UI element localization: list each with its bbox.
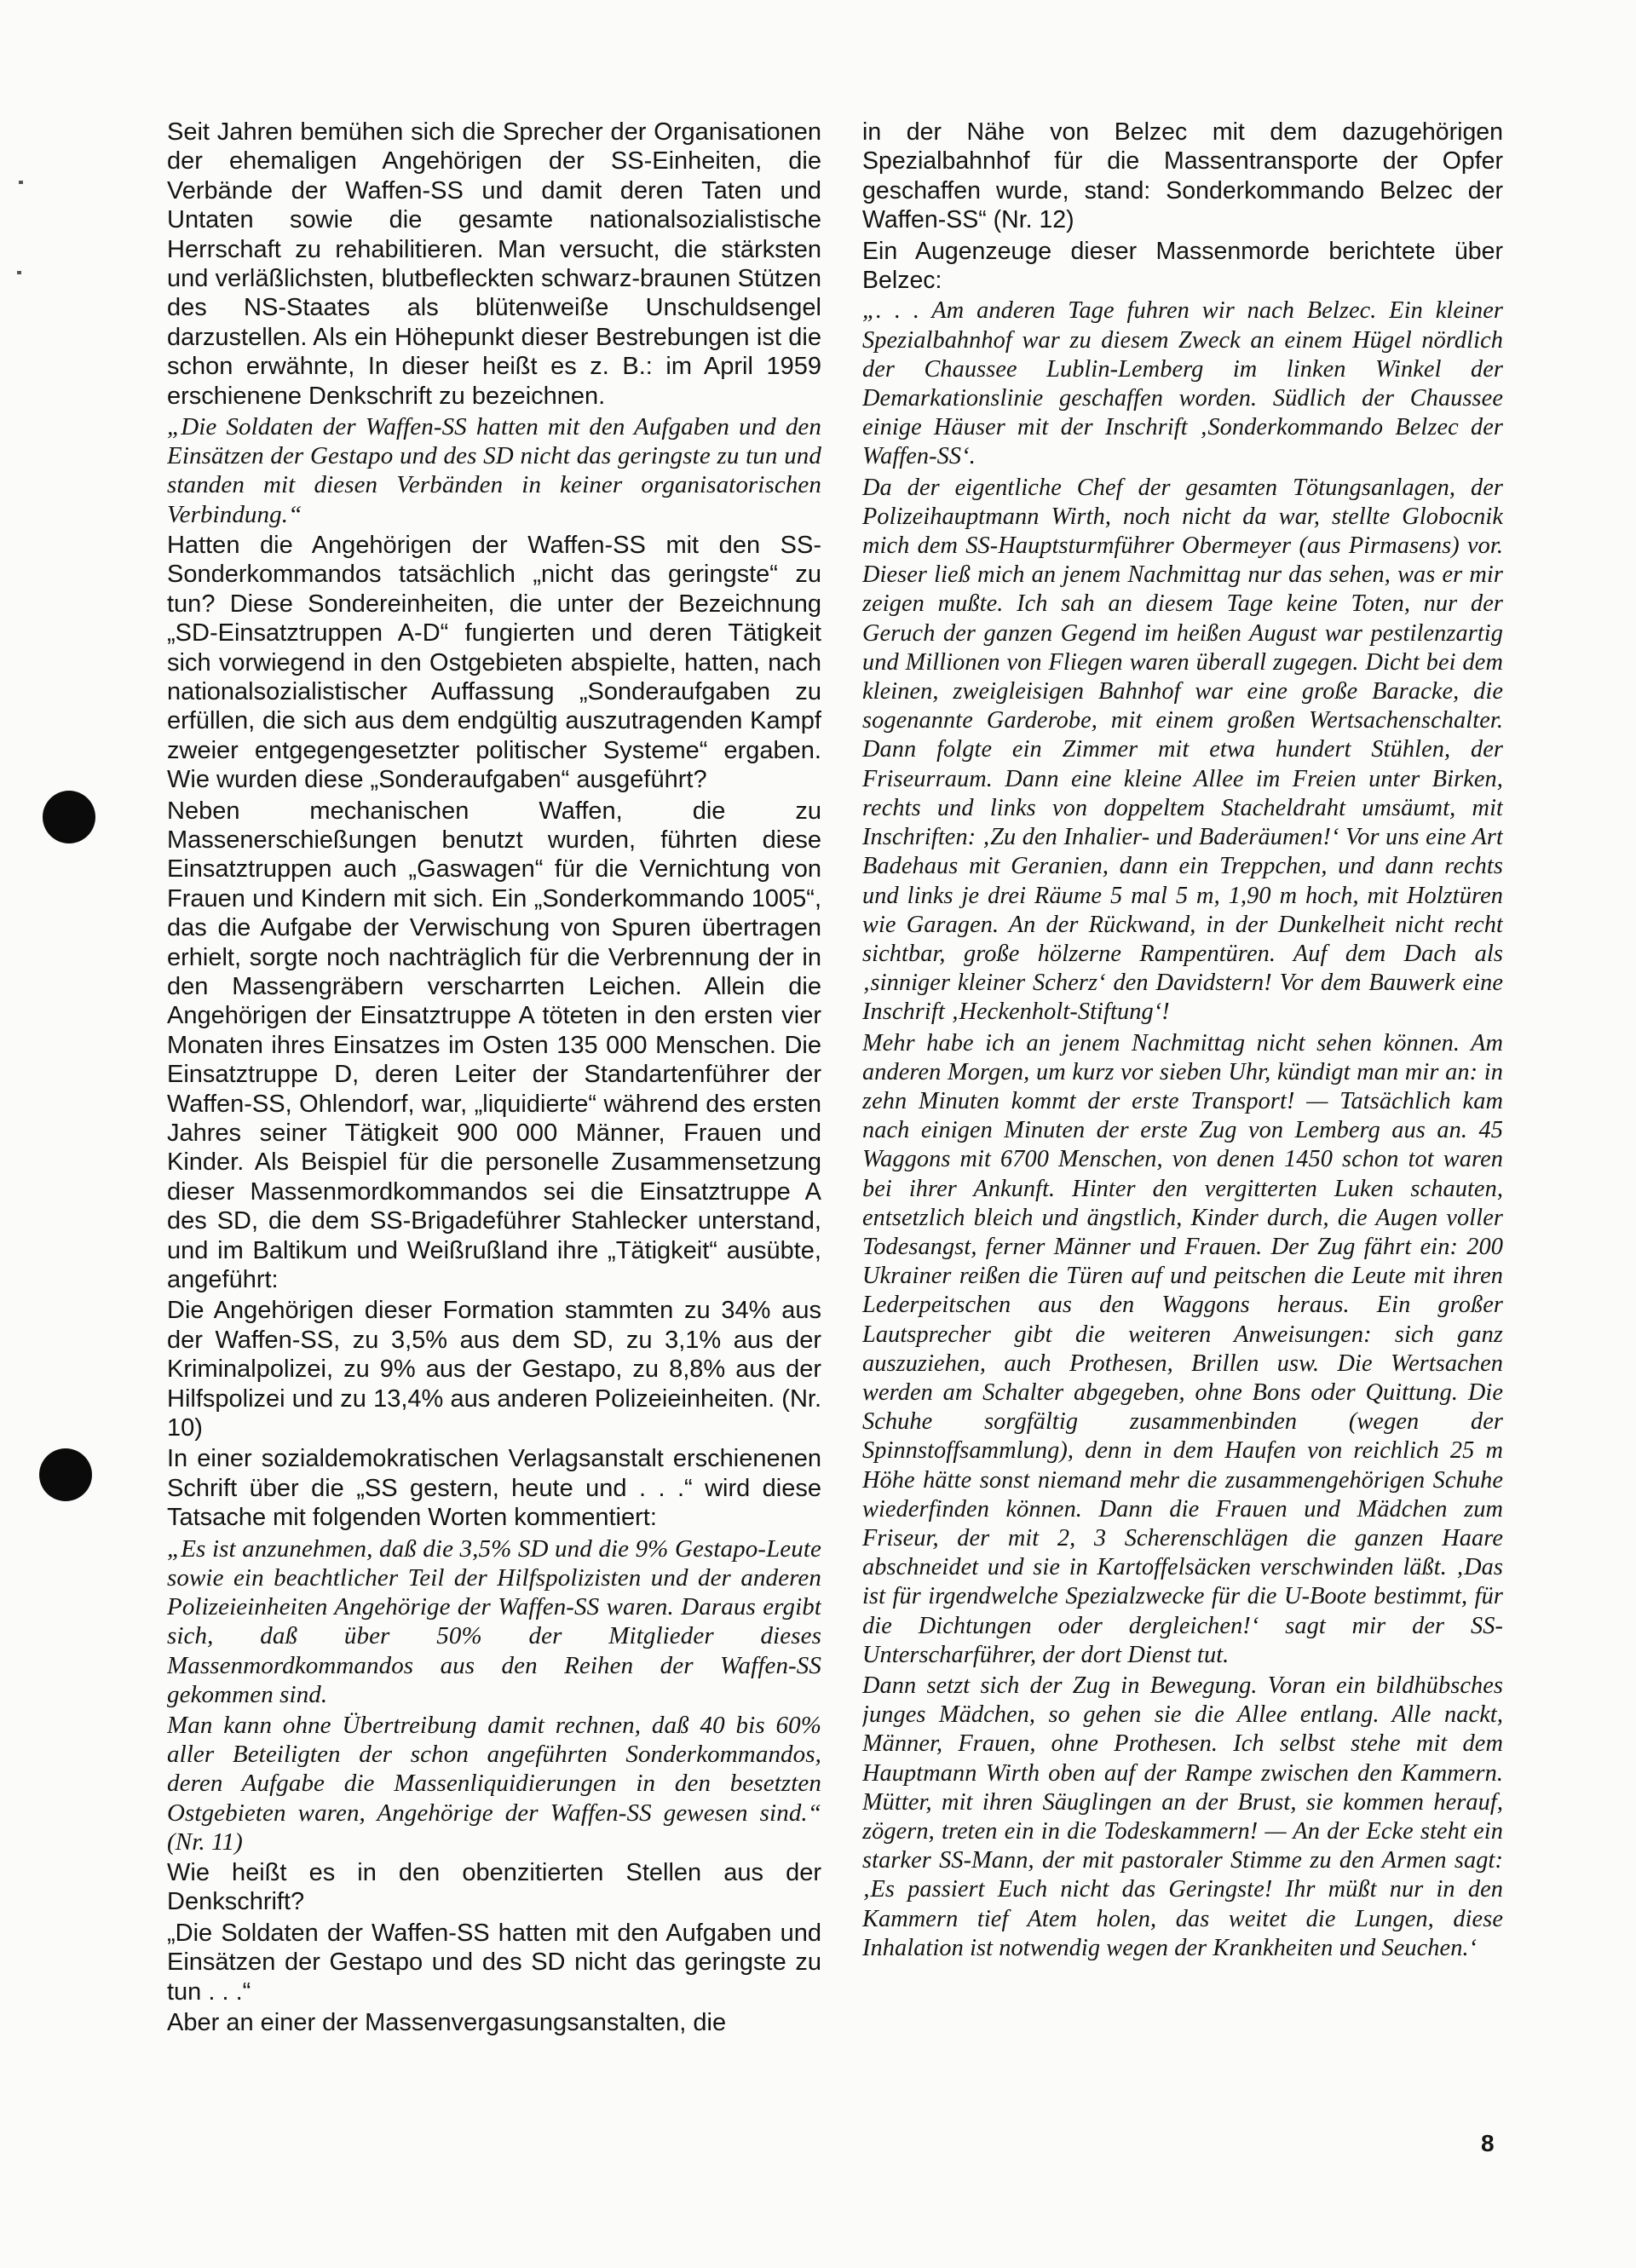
quote-paragraph: „Es ist anzunehmen, daß die 3,5% SD und die 9% Gestapo-Leute sowie ein beachtlicher Teil der Hilfspolizisten und der anderen Polizeieinheiten Angehörige der Waffen-SS waren. Daraus ergibt sich, daß über 50% der Mitglieder dieses Massenmordkommandos aus den Reihen der Waffen-SS gekommen sind. xyxy=(167,1534,821,1708)
paragraph: „Die Soldaten der Waffen-SS hatten mit den Aufgaben und Einsätzen der Gestapo und des SD nicht das geringste zu tun . . .“ xyxy=(167,1919,821,2006)
margin-mark xyxy=(19,181,23,184)
paragraph: Ein Augenzeuge dieser Massenmorde berichtete über Belzec: xyxy=(862,237,1503,295)
paragraph: Neben mechanischen Waffen, die zu Massenerschießungen benutzt wurden, führten diese Einsatztruppen auch „Gaswagen“ für die Vernichtung von Frauen und Kindern mit sich. Ein „Sonderkommando 1005“, das die Aufgabe der Verwischung von Spuren übertragen erhielt, sorgte noch nachträglich für die Verbrennung der in den Massengräbern verscharrten Leichen. Allein die Angehörigen der Einsatztruppe A töteten in den ersten vier Monaten ihres Einsatzes im Osten 135 000 Menschen. Die Einsatztruppe D, deren Leiter der Standartenführer der Waffen-SS, Ohlendorf, war, „liquidierte“ während des ersten Jahres seiner Tätigkeit 900 000 Männer, Frauen und Kinder. Als Beispiel für die personelle Zusammensetzung dieser Massenmordkommandos sei die Einsatztruppe A des SD, die dem SS-Brigadeführer Stahlecker unterstand, und im Baltikum und Weißrußland ihre „Tätigkeit“ ausübte, angeführt: xyxy=(167,797,821,1294)
paragraph: Seit Jahren bemühen sich die Sprecher der Organisationen der ehemaligen Angehörigen der SS-Einheiten, die Verbände der Waffen-SS und damit deren Taten und Untaten sowie die gesamte nationalsozialistische Herrschaft zu rehabilitieren. Man versucht, die stärksten und verläßlichsten, blutbefleckten schwarz-braunen Stützen des NS-Staates als blütenweiße Unschuldsengel darzustellen. Als ein Höhepunkt dieser Bestrebungen ist die schon erwähnte, In dieser heißt es z. B.: im April 1959 erschienene Denkschrift zu bezeichnen. xyxy=(167,118,821,410)
punch-hole-lower xyxy=(39,1448,92,1501)
quote-paragraph: „Die Soldaten der Waffen-SS hatten mit den Aufgaben und den Einsätzen der Gestapo und des SD nicht das geringste zu tun und standen mit diesen Verbänden in keiner organisatorischen Verbindung.“ xyxy=(167,413,821,528)
right-column xyxy=(862,118,1503,2188)
punch-hole-upper xyxy=(43,791,95,843)
quote-paragraph: Mehr habe ich an jenem Nachmittag nicht sehen können. Am anderen Morgen, um kurz vor sieben Uhr, kündigt man mir an: in zehn Minuten kommt der erste Transport! — Tatsächlich kam nach einigen Minuten der erste Zug von Lemberg aus an. 45 Waggons mit 6700 Menschen, von denen 1450 schon tot waren bei ihrer Ankunft. Hinter den vergitterten Luken schauten, entsetzlich bleich und ängstlich, Kinder durch, die Augen voller Todesangst, ferner Männer und Frauen. Der Zug fährt ein: 200 Ukrainer reißen die Türen auf und peitschen die Leute mit ihren Lederpeitschen aus den Waggons heraus. Ein großer Lautsprecher gibt die weiteren Anweisungen: sich ganz auszuziehen, auch Prothesen, Brillen usw. Die Wertsachen werden am Schalter abgegeben, ohne Bons oder Quittung. Die Schuhe sorgfältig zusammenbinden (wegen der Spinnstoffsammlung), denn in dem Haufen von reichlich 25 m Höhe hätte sonst niemand mehr die zusammengehörigen Schuhe wiederfinden können. Dann die Frauen und Mädchen zum Friseur, der mit 2, 3 Scherenschlägen die ganzen Haare abschneidet und sie in Kartoffelsäcken verschwinden läßt. ‚Das ist für irgendwelche Spezialzwecke für die U-Boote bestimmt, für die Dichtungen oder dergleichen!‘ sagt mir der SS-Unterscharführer, der dort Dienst tut. xyxy=(862,1029,1503,1668)
paragraph: Wie heißt es in den obenzitierten Stellen aus der Denkschrift? xyxy=(167,1858,821,1916)
paragraph: in der Nähe von Belzec mit dem dazugehörigen Spezialbahnhof für die Massentransporte der Opfer geschaffen wurde, stand: Sonderkommando Belzec der Waffen-SS“ (Nr. 12) xyxy=(862,118,1503,234)
quote-paragraph: Dann setzt sich der Zug in Bewegung. Voran ein bildhübsches junges Mädchen, so gehen sie die Allee entlang. Alle nackt, Männer, Frauen, ohne Prothesen. Ich selbst stehe mit dem Hauptmann Wirth oben auf der Rampe zwischen den Kammern. Mütter, mit ihren Säuglingen an der Brust, sie kommen herauf, zögern, treten ein in die Todeskammern! — An der Ecke steht ein starker SS-Mann, der mit pastoraler Stimme zu den Armen sagt: ‚Es passiert Euch nicht das Geringste! Ihr müßt nur in den Kammern tief Atem holen, das weitet die Lungen, diese Inhalation ist notwendig wegen der Krankheiten und Seuchen.‘ xyxy=(862,1672,1503,1961)
quote-paragraph: Man kann ohne Übertreibung damit rechnen, daß 40 bis 60% aller Beteiligten der schon angeführten Sonderkommandos, deren Aufgabe die Massenliquidierungen in den besetzten Ostgebieten waren, Angehörige der Waffen-SS gewesen sind.“ (Nr. 11) xyxy=(167,1711,821,1856)
margin-mark xyxy=(17,271,21,274)
paragraph: Hatten die Angehörigen der Waffen-SS mit den SS-Sonderkommandos tatsächlich „nicht das geringste“ zu tun? Diese Sondereinheiten, die unter der Bezeichnung „SD-Einsatztruppen A-D“ fungierten und deren Tätigkeit sich vorwiegend in den Ostgebieten abspielte, hatten, nach nationalsozialistischer Auffassung „Sonderaufgaben zu erfüllen, die sich aus dem endgültig auszutragenden Kampf zweier entgegengesetzter politischer Systeme“ ergaben. Wie wurden diese „Sonderaufgaben“ ausgeführt? xyxy=(167,531,821,794)
page-number: 8 xyxy=(1481,2130,1495,2156)
quote-paragraph: Da der eigentliche Chef der gesamten Tötungsanlagen, der Polizeihauptmann Wirth, noch nicht da war, stellte Globocnik mich dem SS-Hauptsturmführer Obermeyer (aus Pirmasens) vor. Dieser ließ mich an jenem Nachmittag nur das sehen, was er mir zeigen mußte. Ich sah an diesem Tage keine Toten, nur der Geruch der ganzen Gegend im heißen August war pestilenzartig und Millionen von Fliegen waren überall zugegen. Dicht bei dem kleinen, zweigleisigen Bahnhof war eine große Baracke, die sogenannte Garderobe, mit einem großen Wertsachenschalter. Dann folgte ein Zimmer mit etwa hundert Stühlen, der Friseurraum. Dann eine kleine Allee im Freien unter Birken, rechts und links von doppeltem Stacheldraht umsäumt, mit Inschriften: ‚Zu den Inhalier- und Baderäumen!‘ Vor uns eine Art Badehaus mit Geranien, dann ein Treppchen, und dann rechts und links je drei Räume 5 mal 5 m, 1,90 m hoch, mit Holztüren wie Garagen. An der Rückwand, in der Dunkelheit nicht recht sichtbar, große hölzerne Rampentüren. Auf dem Dach als ‚sinniger kleiner Scherz‘ den Davidstern! Vor dem Bauwerk eine Inschrift ‚Heckenholt-Stiftung‘! xyxy=(862,474,1503,1026)
paragraph: In einer sozialdemokratischen Verlagsanstalt erschienenen Schrift über die „SS gestern, heute und . . .“ wird diese Tatsache mit folgenden Worten kommentiert: xyxy=(167,1445,821,1532)
paragraph: Die Angehörigen dieser Formation stammten zu 34% aus der Waffen-SS, zu 3,5% aus dem SD, zu 3,1% aus der Kriminalpolizei, zu 9% aus der Gestapo, zu 8,8% aus der Hilfspolizei und zu 13,4% aus anderen Polizeieinheiten. (Nr. 10) xyxy=(167,1297,821,1442)
paragraph: Aber an einer der Massenvergasungsanstalten, die xyxy=(167,2008,727,2036)
quote-paragraph: „. . . Am anderen Tage fuhren wir nach Belzec. Ein kleiner Spezialbahnhof war zu diesem Zweck an einem Hügel nördlich der Chaussee Lublin-Lemberg im linken Winkel der Demarkationslinie geschaffen worden. Südlich der Chaussee einige Häuser mit der Inschrift ‚Sonderkommando Belzec der Waffen-SS‘. xyxy=(862,297,1503,470)
left-column xyxy=(167,118,821,2188)
